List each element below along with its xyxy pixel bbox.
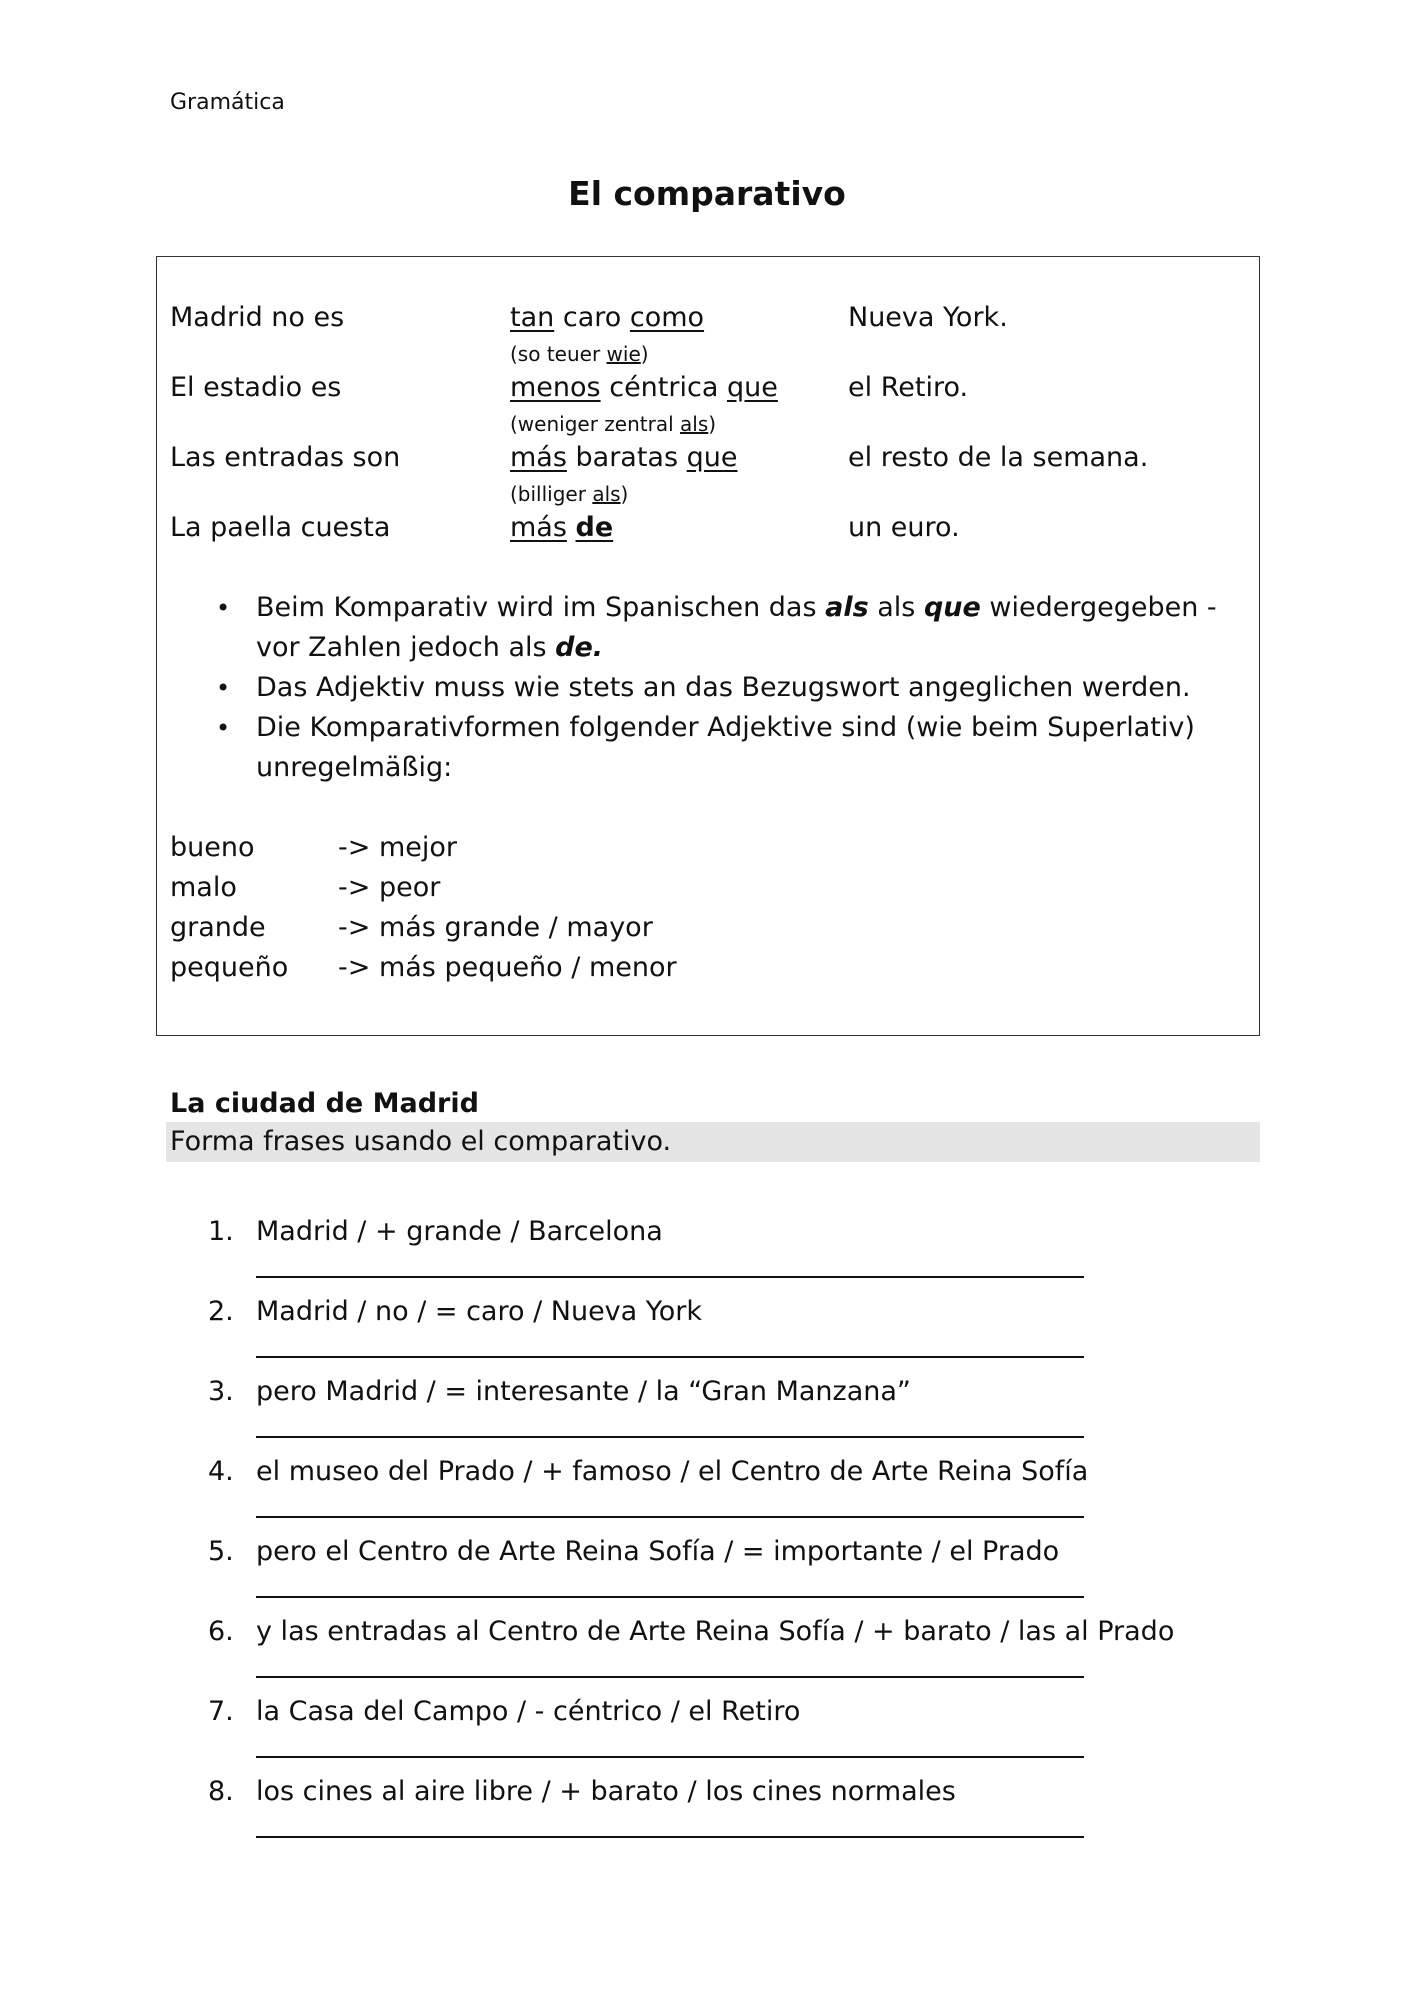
exercise-prompt: el museo del Prado / + famoso / el Centro de Arte Reina Sofía [256,1456,1089,1487]
example-comparison: menos céntrica que [510,372,778,403]
example-gloss: (so teuer wie) [510,342,649,366]
exercise-prompt: la Casa del Campo / - céntrico / el Retiro [256,1696,801,1727]
answer-line[interactable] [256,1436,1084,1438]
rule-2: • Das Adjektiv muss wie stets an das Bezugswort angeglichen werden. [210,668,1250,708]
exercise-instruction: Forma frases usando el comparativo. [166,1122,1260,1162]
answer-line[interactable] [256,1356,1084,1358]
example-subject: Madrid no es [170,302,345,333]
example-subject: La paella cuesta [170,512,391,543]
exercise-prompt: y las entradas al Centro de Arte Reina Sofía / + barato / las al Prado [256,1616,1175,1647]
exercise-prompt: pero el Centro de Arte Reina Sofía / = importante / el Prado [256,1536,1060,1567]
example-comparison: tan caro como [510,302,705,333]
exercise-prompt: Madrid / no / = caro / Nueva York [256,1296,702,1327]
answer-line[interactable] [256,1836,1084,1838]
page-title: El comparativo [568,174,846,213]
answer-line[interactable] [256,1756,1084,1758]
exercise-prompt: pero Madrid / = interesante / la “Gran Manzana” [256,1376,911,1407]
exercise-prompt: los cines al aire libre / + barato / los cines normales [256,1776,956,1807]
example-object: el resto de la semana. [848,442,1149,473]
example-comparison: más de [510,512,614,543]
answer-line[interactable] [256,1676,1084,1678]
rule-3: • Die Komparativformen folgender Adjektive sind (wie beim Superlativ) unregelmäßig: [210,708,1250,788]
answer-line[interactable] [256,1596,1084,1598]
irregular-adjective: pequeño [170,952,289,983]
exercise-number: 3. [208,1376,234,1407]
example-gloss: (weniger zentral als) [510,412,717,436]
example-object: un euro. [848,512,960,543]
example-object: el Retiro. [848,372,969,403]
example-comparison: más baratas que [510,442,738,473]
irregular-adjective: grande [170,912,266,943]
exercise-prompt: Madrid / + grande / Barcelona [256,1216,663,1247]
exercise-number: 6. [208,1616,234,1647]
answer-line[interactable] [256,1516,1084,1518]
irregular-comparative: -> más pequeño / menor [338,952,677,983]
exercise-number: 7. [208,1696,234,1727]
irregular-adjective: bueno [170,832,255,863]
irregular-comparative: -> mejor [338,832,457,863]
irregular-adjective: malo [170,872,237,903]
exercise-number: 2. [208,1296,234,1327]
rules-list [210,588,1250,788]
exercise-number: 5. [208,1536,234,1567]
exercise-number: 4. [208,1456,234,1487]
exercise-number: 1. [208,1216,234,1247]
example-gloss: (billiger als) [510,482,629,506]
irregular-comparative: -> más grande / mayor [338,912,653,943]
irregular-comparative: -> peor [338,872,441,903]
rule-1: • Beim Komparativ wird im Spanischen das als als que wiedergegeben - vor Zahlen jedoch als de. [210,588,1250,668]
exercise-number: 8. [208,1776,234,1807]
example-subject: Las entradas son [170,442,401,473]
example-subject: El estadio es [170,372,342,403]
exercise-title: La ciudad de Madrid [170,1088,479,1119]
example-object: Nueva York. [848,302,1008,333]
answer-line[interactable] [256,1276,1084,1278]
page-label: Gramática [170,90,285,115]
